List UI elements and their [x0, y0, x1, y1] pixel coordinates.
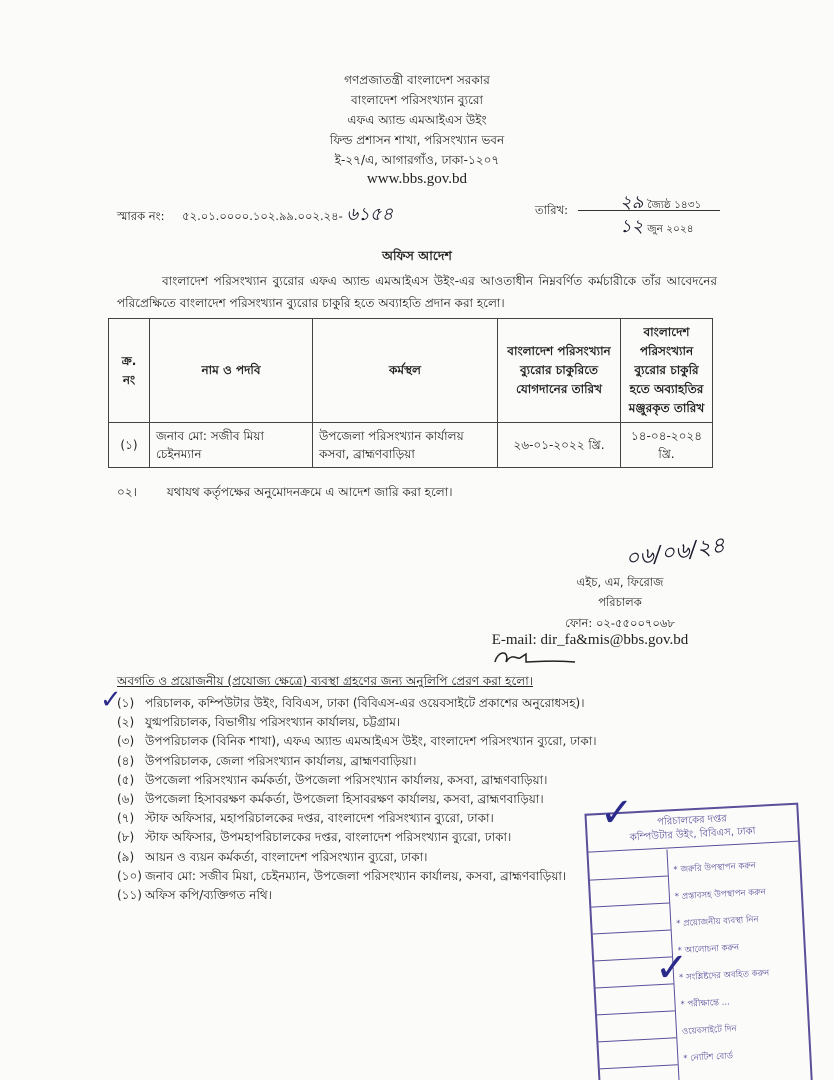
cc-item-text: যুগ্মপরিচালক, বিভাগীয় পরিসংখ্যান কার্যালয়, চট্টগ্রাম। [145, 715, 401, 730]
cc-item-number: (৪) [117, 753, 135, 768]
cc-item-number: (১০) [117, 868, 142, 883]
point-2-text: যথাযথ কর্তৃপক্ষের অনুমোদনক্রমে এ আদেশ জারি করা হলো। [166, 485, 453, 499]
cc-item-number: (২) [117, 715, 135, 730]
cc-item [117, 752, 597, 771]
cc-item-text: পরিচালক, কম্পিউটার উইং, বিবিএস, ঢাকা (বিবিএস-এর ওয়েবসাইটে প্রকাশের অনুরোধসহ)। [145, 696, 585, 710]
cc-item [117, 771, 597, 790]
cc-item [117, 790, 597, 809]
cc-item-number: (৬) [117, 792, 135, 807]
stamp-title1: পরিচালকের দপ্তর [656, 813, 727, 828]
check-mark-icon: ✓ [655, 945, 689, 991]
check-mark-icon: ✓ [100, 685, 122, 715]
signatory-email: E-mail: dir_fa&mis@bbs.gov.bd [491, 632, 689, 648]
date-en-day: ১২ [620, 216, 644, 237]
cc-item [117, 809, 597, 828]
cc-item-text: স্টাফ অফিসার, মহাপরিচালকের দপ্তর, বাংলাদেশ পরিসংখ্যান ব্যুরো, ঢাকা। [145, 811, 494, 826]
order-paragraph: বাংলাদেশ পরিসংখ্যান ব্যুরোর এফএ অ্যান্ড এমআইএস উইং-এর আওতাধীন নিম্নবর্ণিত কর্মচারীকে তাঁর আবেদনের পরিপ্রেক্ষিতে বাংলাদেশ পরিসংখ্যান ব্যুরোর চাকুরি হতে অব্যাহতি প্রদান করা হলো। [117, 274, 717, 310]
point-2 [117, 484, 453, 504]
cc-item-text: স্টাফ অফিসার, উপমহাপরিচালকের দপ্তর, বাংলাদেশ পরিসংখ্যান ব্যুরো, ঢাকা। [145, 830, 512, 845]
signatory-phone: ফোন: ০২-৫৫০০৭০৬৮ [565, 616, 675, 630]
check-mark-icon: ✓ [600, 790, 634, 836]
date-bn-month: জ্যৈষ্ঠ ১৪৩১ [647, 199, 702, 211]
cc-item-number: (১) [117, 696, 135, 710]
header-address: ই-২৭/এ, আগারগাঁও, ঢাকা-১২০৭ [334, 153, 500, 167]
cc-item-number: (৯) [117, 849, 135, 864]
header-website: www.bbs.gov.bd [366, 171, 468, 187]
cc-item-number: (৩) [117, 734, 135, 749]
col-name: নাম ও পদবি [150, 319, 313, 423]
col-sl: ক্র. নং [109, 319, 150, 423]
header-branch: ফিল্ড প্রশাসন শাখা, পরিসংখ্যান ভবন [329, 133, 505, 147]
cc-item [117, 732, 597, 751]
cc-item [117, 848, 597, 867]
cc-item [117, 713, 597, 732]
cell-join-date: ২৬-০১-২০২২ খ্রি. [498, 423, 621, 468]
header-wing: এফএ অ্যান্ড এমআইএস উইং [347, 113, 487, 127]
office-stamp [584, 803, 813, 1080]
cc-item-number: (১১) [117, 888, 142, 903]
point-2-number: ০২। [117, 485, 137, 499]
order-title: অফিস আদেশ [382, 248, 452, 263]
cc-item-text: জনাব মো: সজীব মিয়া, চেইনম্যান, উপজেলা পরিসংখ্যান কার্যালয়, কসবা, ব্রাহ্মণবাড়িয়া। [145, 868, 567, 883]
cc-item-number: (৮) [117, 830, 135, 845]
cell-release-date: ১৪-০৪-২০২৪ খ্রি. [621, 423, 713, 468]
cell-name [150, 423, 313, 468]
stamp-action: * প্রস্তাবসহ উপস্থাপন করুন [674, 887, 767, 903]
cc-item [117, 886, 597, 905]
stamp-action: * প্রয়োজনীয় ব্যবস্থা নিন [676, 914, 759, 930]
employee-name: জনাব মো: সজীব মিয়া [156, 429, 264, 443]
signatory-name: এইচ, এম, ফিরোজ [576, 575, 664, 589]
signatory-designation: পরিচালক [598, 595, 642, 609]
initial-signature [490, 648, 580, 670]
cc-item [117, 828, 597, 847]
header-govt: গণপ্রজাতন্ত্রী বাংলাদেশ সরকার [344, 73, 490, 87]
memo-label: স্মারক নং: [117, 209, 165, 223]
workplace-line1: উপজেলা পরিসংখ্যান কার্যালয় [319, 429, 464, 443]
stamp-action: * আলোচনা করুন [677, 942, 740, 957]
col-release-date: বাংলাদেশ পরিসংখ্যান ব্যুরোর চাকুরি হতে অব্যাহতির মঞ্জুরকৃত তারিখ [621, 319, 713, 423]
cc-item-text: অফিস কপি/ব্যক্তিগত নথি। [145, 888, 272, 903]
stamp-action: * নোটিশ বোর্ড [683, 1051, 734, 1064]
employee-designation: চেইনম্যান [156, 447, 202, 461]
employee-table [108, 318, 713, 468]
stamp-action: * জরুরি উপস্থাপন করুন [673, 860, 757, 876]
stamp-title2: কম্পিউটার উইং, বিবিএস, ঢাকা [629, 825, 756, 844]
cc-item [117, 867, 597, 886]
stamp-action: ওয়েবসাইটে দিন [681, 1024, 737, 1037]
cc-item-text: উপজেলা পরিসংখ্যান কর্মকর্তা, উপজেলা পরিসংখ্যান কার্যালয়, কসবা, ব্রাহ্মণবাড়িয়া। [145, 772, 548, 787]
memo-handwritten-number: ৬১৫৪ [346, 204, 394, 225]
cc-item-text: উপপরিচালক (বিনিক শাখা), এফএ অ্যান্ড এমআইএস উইং, বাংলাদেশ পরিসংখ্যান ব্যুরো, ঢাকা। [145, 734, 597, 749]
cc-item-text: উপপরিচালক, জেলা পরিসংখ্যান কার্যালয়, ব্রাহ্মণবাড়িয়া। [145, 753, 417, 768]
date-divider [578, 210, 720, 211]
stamp-action: * সংশ্লিষ্টদের অবহিত করুন [678, 968, 770, 984]
col-workplace: কর্মস্থল [313, 319, 498, 423]
cc-item-text: উপজেলা হিসাবরক্ষণ কর্মকর্তা, উপজেলা হিসাবরক্ষণ কার্যালয়, কসবা, ব্রাহ্মণবাড়িয়া। [145, 792, 544, 807]
date-en-month: জুন ২০২৪ [647, 223, 694, 235]
date-en [620, 212, 694, 243]
memo-number: ৫২.০১.০০০০.১০২.৯৯.০০২.২৪- [182, 209, 343, 223]
date-bn-day: ২৯ [620, 192, 644, 213]
table-row [109, 423, 713, 468]
cc-item [117, 694, 597, 713]
table-header-row [109, 319, 713, 423]
handwritten-signature: ০৬/০৬/২৪ [623, 533, 727, 572]
cc-list [117, 694, 597, 905]
date-label: তারিখ: [535, 203, 569, 217]
cell-sl: (১) [109, 423, 150, 468]
cc-item-number: (৫) [117, 772, 135, 787]
col-join-date: বাংলাদেশ পরিসংখ্যান ব্যুরোর চাকুরিতে যোগদানের তারিখ [498, 319, 621, 423]
memo-line [117, 200, 393, 231]
cc-heading: অবগতি ও প্রয়োজনীয় (প্রযোজ্য ক্ষেত্রে) ব্যবস্থা গ্রহণের জন্য অনুলিপি প্রেরণ করা হলো। [117, 674, 533, 688]
header-bureau: বাংলাদেশ পরিসংখ্যান ব্যুরো [351, 93, 483, 107]
cc-item-number: (৭) [117, 811, 135, 826]
workplace-line2: কসবা, ব্রাহ্মণবাড়িয়া [319, 447, 415, 461]
cell-workplace [313, 423, 498, 468]
stamp-action: * পরীক্ষান্তে ... [680, 997, 731, 1011]
cc-item-text: আয়ন ও ব্যয়ন কর্মকর্তা, বাংলাদেশ পরিসংখ্যান ব্যুরো, ঢাকা। [145, 849, 428, 864]
